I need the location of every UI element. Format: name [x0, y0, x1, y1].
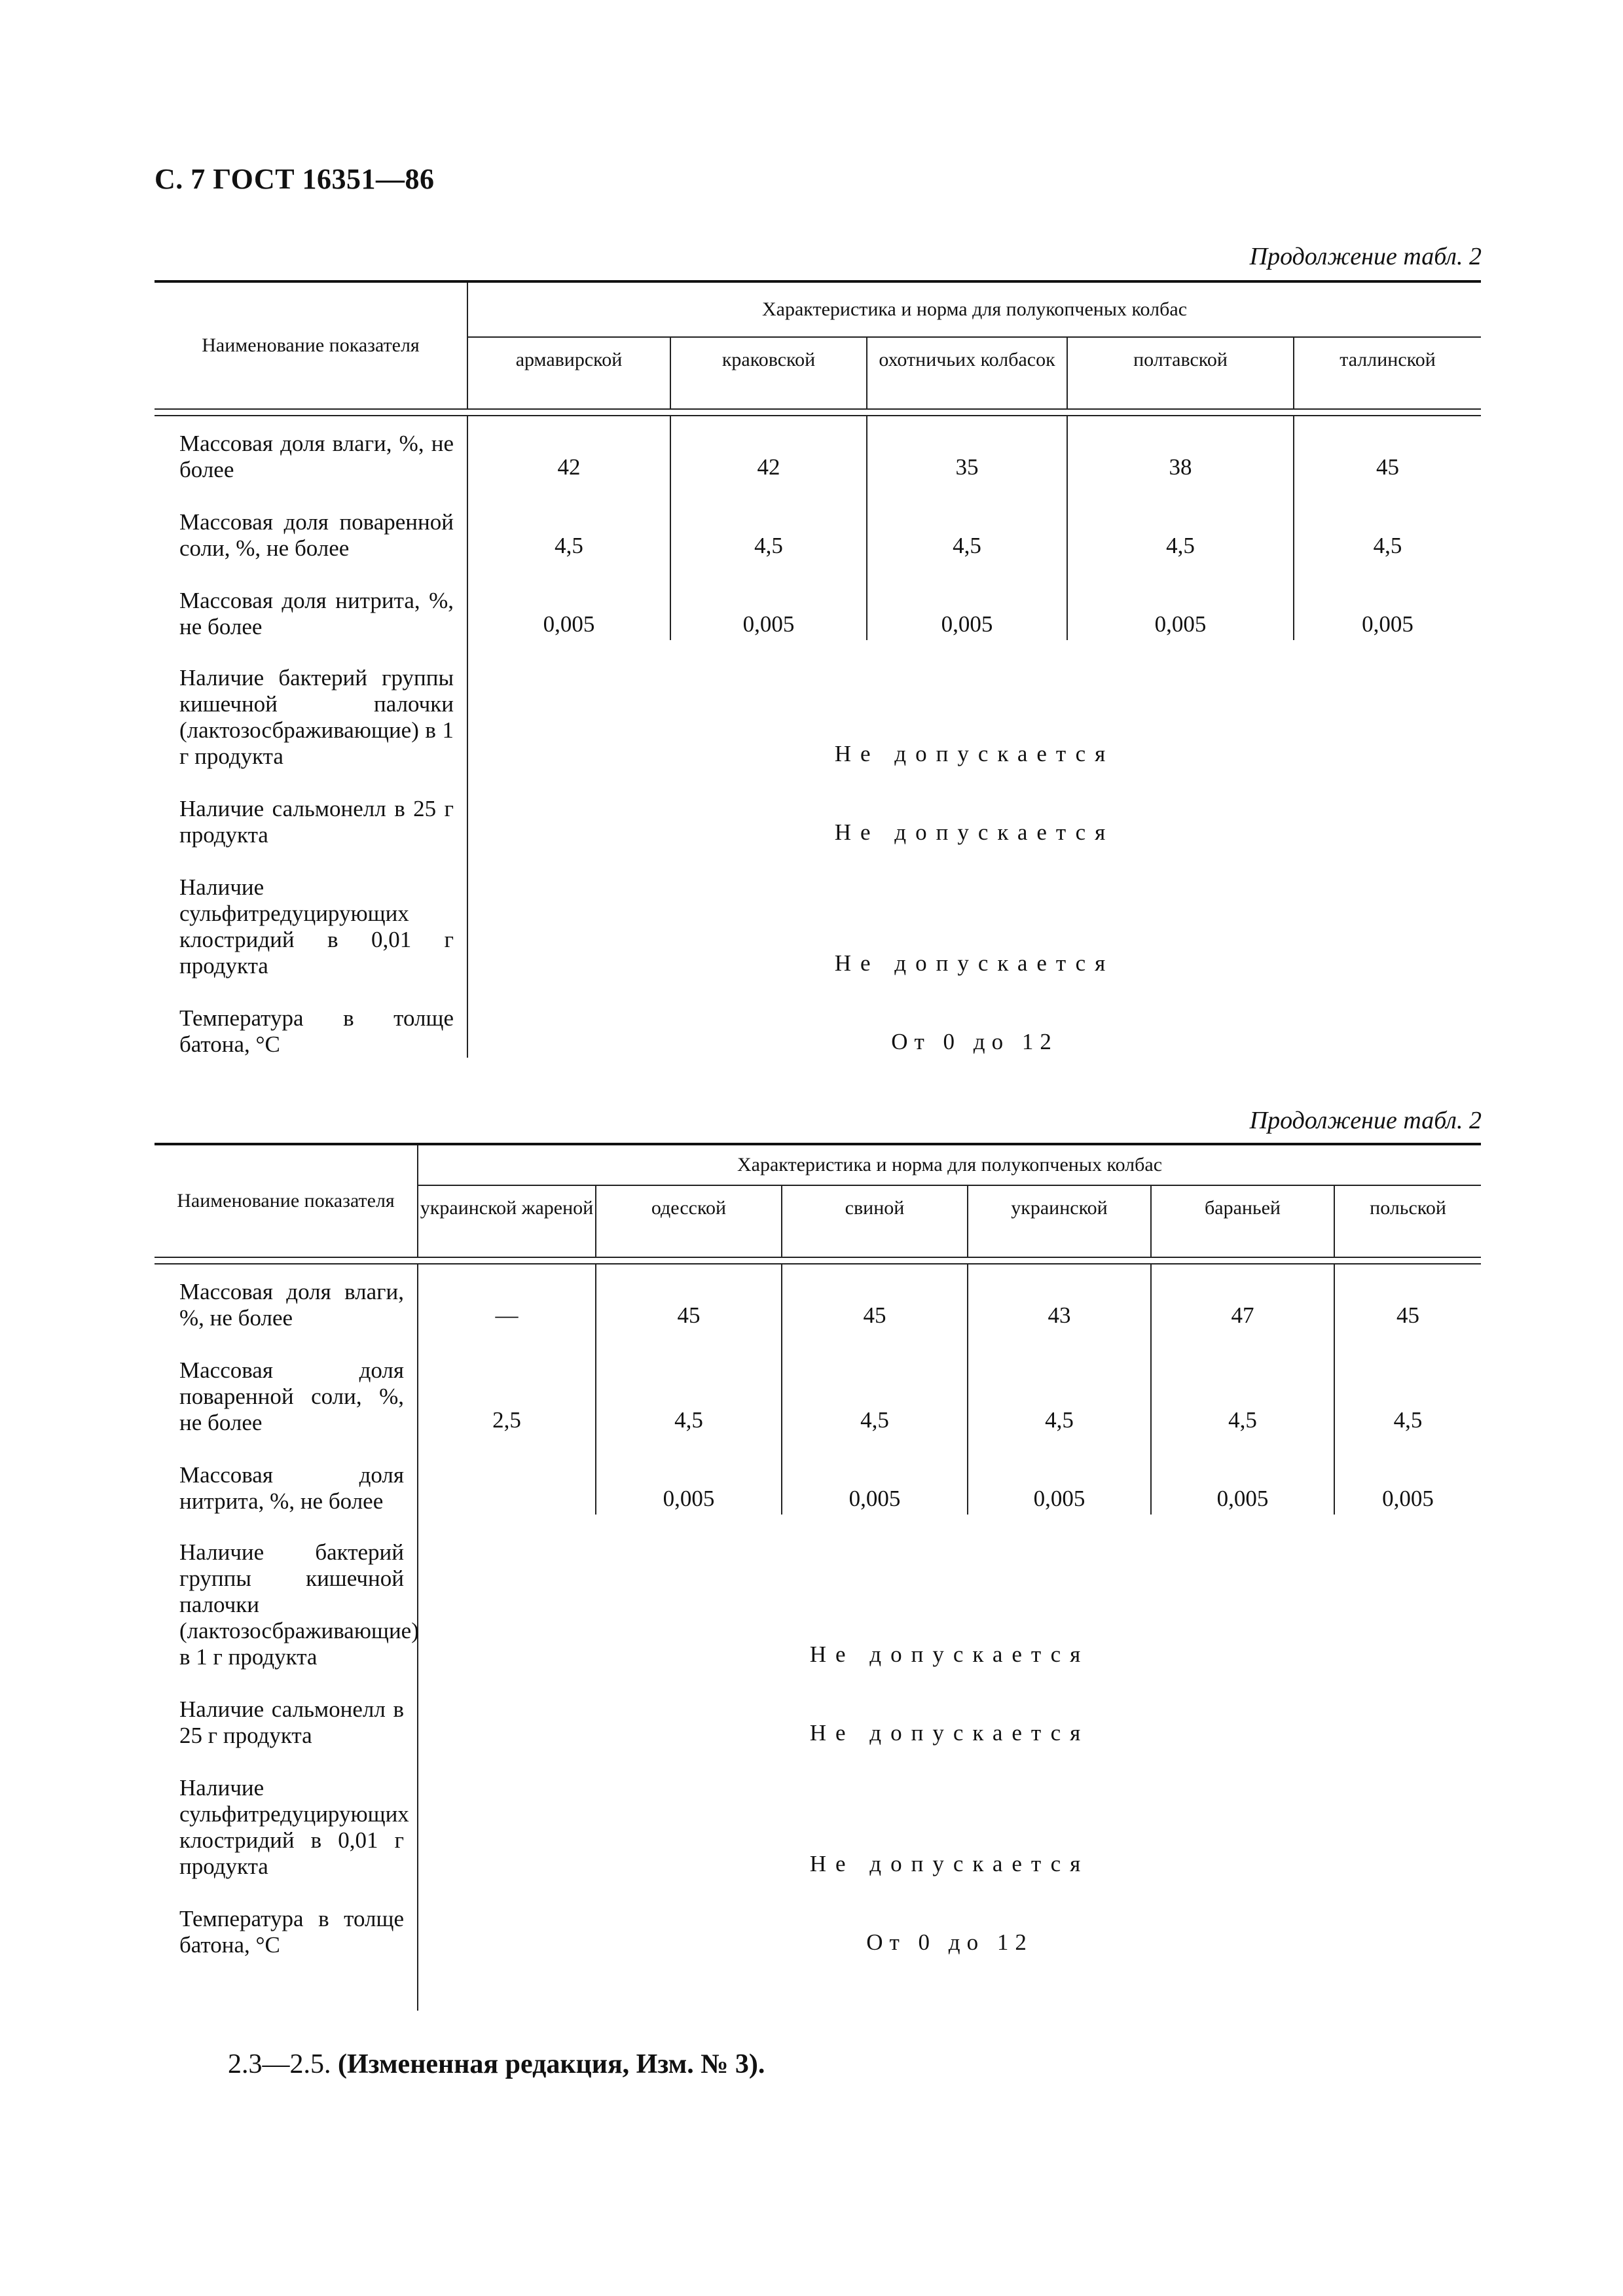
row-label: Наличие сальмонелл в 25 г продукта	[179, 1696, 404, 1748]
table-row	[155, 1264, 1481, 1331]
table-cell: 45	[782, 1264, 968, 1331]
table-cell: 0,005	[467, 562, 670, 640]
table-cell: 4,5	[1151, 1331, 1334, 1436]
amendment-text: (Измененная редакция, Изм. № 3).	[338, 2049, 765, 2079]
table-cell: 4,5	[867, 483, 1067, 562]
row-label: Наличие сальмонелл в 25 г продукта	[179, 796, 454, 848]
table-cell: 45	[596, 1264, 782, 1331]
table-row	[155, 640, 1481, 770]
table1-col-header: полтавской	[1067, 337, 1294, 409]
table-cell: 35	[867, 416, 1067, 483]
table-cell: 45	[1376, 454, 1400, 480]
row-label: Наличие бактерий группы кишечной палочки (лактозосбраживающие) в 1 г продукта	[179, 1539, 419, 1670]
table1-col-header: таллинской	[1340, 349, 1436, 370]
row-label: Массовая доля влаги, %, не более	[179, 1279, 404, 1331]
table1-name-header: Наименование показателя	[155, 281, 467, 409]
table-cell: 4,5	[1393, 1407, 1423, 1433]
table2-name-header: Наименование показателя	[155, 1144, 418, 1257]
table-cell: 38	[1067, 416, 1294, 483]
table-cell: 4,5	[596, 1331, 782, 1436]
table-cell: 42	[670, 416, 867, 483]
row-label: Массовая доля поваренной соли, %, не более	[179, 1357, 404, 1435]
table1-col-header: армавирской	[467, 337, 670, 409]
table-cell: 0,005	[968, 1436, 1151, 1515]
table-span-cell: Не допускается	[834, 950, 1115, 976]
table-span-cell: От 0 до 12	[891, 1029, 1058, 1054]
table2-col-header: свиной	[782, 1185, 968, 1257]
row-label: Массовая доля нитрита, %, не более	[179, 588, 454, 639]
table-row	[155, 1880, 1481, 1958]
table-cell: 4,5	[1373, 533, 1402, 558]
table2-continuation-label: Продолжение табл. 2	[1249, 1107, 1482, 1134]
table1-col-header: охотничьих колбасок	[867, 337, 1067, 409]
table-row	[155, 1436, 1481, 1515]
table2-col-header: одесской	[596, 1185, 782, 1257]
row-label: Массовая доля поваренной соли, %, не более	[179, 509, 454, 561]
table1-col-header: краковской	[670, 337, 867, 409]
table-cell	[418, 1436, 596, 1515]
row-label: Наличие бактерий группы кишечной палочки (лактозосбраживающие) в 1 г продукта	[179, 665, 454, 769]
table-row	[155, 979, 1481, 1058]
table-cell: 2,5	[418, 1331, 596, 1436]
table-cell: 4,5	[968, 1331, 1151, 1436]
table-cell: —	[418, 1264, 596, 1331]
table-row	[155, 562, 1481, 640]
table-row	[155, 416, 1481, 483]
table-cell: 0,005	[1382, 1486, 1434, 1511]
table-span-cell: Не допускается	[809, 1720, 1090, 1746]
table-span-cell: От 0 до 12	[866, 1929, 1033, 1955]
table-cell: 0,005	[1067, 562, 1294, 640]
table-cell: 43	[968, 1264, 1151, 1331]
table-cell: 0,005	[1151, 1436, 1334, 1515]
table1-group-header: Характеристика и норма для полукопченых колбас	[467, 281, 1481, 337]
table-cell: 4,5	[467, 483, 670, 562]
table-cell: 4,5	[1067, 483, 1294, 562]
table-row	[155, 848, 1481, 979]
page-header: С. 7 ГОСТ 16351—86	[155, 163, 435, 195]
amendment-ref: 2.3—2.5.	[228, 2049, 331, 2079]
table-cell: 45	[1396, 1302, 1420, 1328]
table-cell: 47	[1151, 1264, 1334, 1331]
table-cell: 0,005	[596, 1436, 782, 1515]
table1	[155, 280, 1481, 1058]
table-span-cell: Не допускается	[809, 1851, 1090, 1876]
table-row	[155, 483, 1481, 562]
table2-col-header: бараньей	[1151, 1185, 1334, 1257]
row-label: Температура в толще батона, °С	[179, 1005, 454, 1057]
table-cell: 4,5	[670, 483, 867, 562]
table-cell: 0,005	[670, 562, 867, 640]
table2-col-header: украинской жареной	[418, 1185, 596, 1257]
row-label: Температура в толще батона, °С	[179, 1906, 404, 1958]
table-cell: 4,5	[782, 1331, 968, 1436]
table-row	[155, 1515, 1481, 1670]
table-row	[155, 1749, 1481, 1880]
table-cell: 0,005	[782, 1436, 968, 1515]
table-span-cell: Не допускается	[834, 741, 1115, 766]
row-label: Наличие сульфитредуцирующих клостридий в 0,01 г продукта	[179, 1775, 409, 1879]
table2	[155, 1143, 1481, 2011]
table-span-cell: Не допускается	[809, 1641, 1090, 1667]
table1-continuation-label: Продолжение табл. 2	[1249, 243, 1482, 270]
table-span-cell: Не допускается	[834, 819, 1115, 845]
row-label: Массовая доля влаги, %, не более	[179, 431, 454, 482]
amendment-note	[228, 2049, 765, 2080]
table-row	[155, 1670, 1481, 1749]
table-cell: 0,005	[867, 562, 1067, 640]
table-cell: 42	[467, 416, 670, 483]
table-cell: 0,005	[1362, 611, 1413, 637]
table2-group-header: Характеристика и норма для полукопченых колбас	[418, 1144, 1481, 1185]
row-label: Массовая доля нитрита, %, не более	[179, 1462, 404, 1514]
table2-col-header: польской	[1370, 1197, 1446, 1219]
row-label: Наличие сульфитредуцирующих клостридий в 0,01 г продукта	[179, 874, 454, 978]
table-row	[155, 1331, 1481, 1436]
table-row	[155, 770, 1481, 848]
table2-col-header: украинской	[968, 1185, 1151, 1257]
